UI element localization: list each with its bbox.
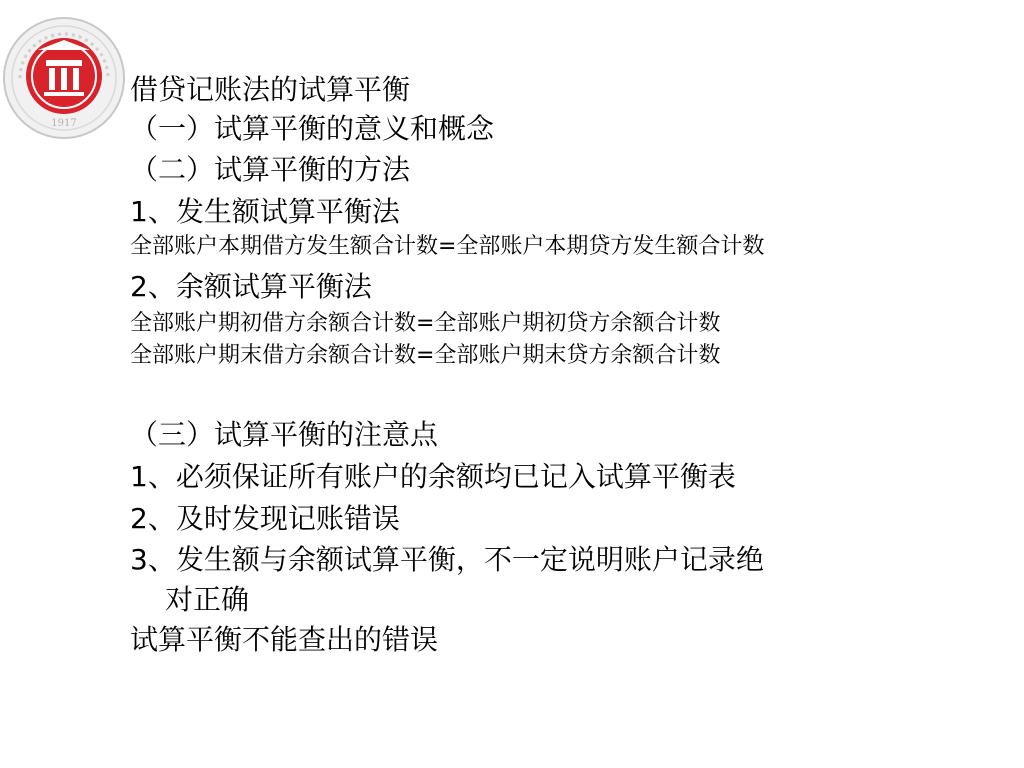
note-item-2: 2、及时发现记账错误 <box>130 502 400 535</box>
university-seal-icon <box>2 16 126 140</box>
formula-line-3: 全部账户期末借方余额合计数=全部账户期末贷方余额合计数 <box>130 343 721 368</box>
formula-line-2: 全部账户期初借方余额合计数=全部账户期初贷方余额合计数 <box>130 311 721 336</box>
note-item-3-continued: 对正确 <box>165 583 250 616</box>
undetectable-errors-line: 试算平衡不能查出的错误 <box>130 623 439 656</box>
section-heading-2: （二）试算平衡的方法 <box>130 153 411 186</box>
method-item-2: 2、余额试算平衡法 <box>130 270 372 303</box>
method-item-1: 1、发生额试算平衡法 <box>130 195 400 228</box>
seal-year: 1917 <box>51 118 77 129</box>
section-heading-1: （一）试算平衡的意义和概念 <box>130 112 495 145</box>
note-item-1: 1、必须保证所有账户的余额均已记入试算平衡表 <box>130 460 736 493</box>
note-item-3: 3、发生额与余额试算平衡，不一定说明账户记录绝 <box>130 543 764 576</box>
section-heading-3: （三）试算平衡的注意点 <box>130 418 439 451</box>
slide-title: 借贷记账法的试算平衡 <box>130 73 411 106</box>
formula-line-1: 全部账户本期借方发生额合计数=全部账户本期贷方发生额合计数 <box>130 234 765 259</box>
